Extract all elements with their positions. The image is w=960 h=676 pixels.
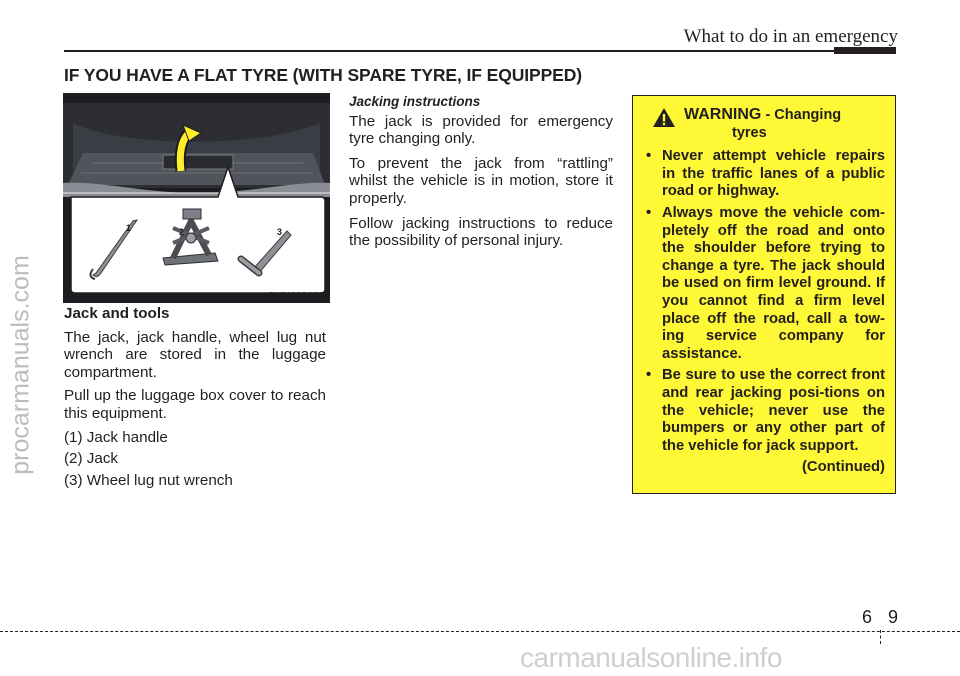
paragraph: To prevent the jack from “rattling” whilst the vehicle is in motion, store it properly. <box>349 154 613 207</box>
page-number-divider <box>880 630 881 644</box>
page-title: IF YOU HAVE A FLAT TYRE (WITH SPARE TYRE, IF EQUIPPED) <box>64 65 583 85</box>
warning-bullet: • Be sure to use the correct front and rear jacking posi-tions on the vehicle; never use the bumpers or any other part of the vehicle for jack support. <box>646 367 885 454</box>
warning-subtitle: - Changing <box>765 107 842 123</box>
paragraph: The jack, jack handle, wheel lug nut wrench are stored in the luggage compartment. <box>64 328 326 381</box>
paragraph: The jack is provided for emergency tyre changing only. <box>349 112 613 148</box>
warning-triangle-icon <box>652 107 676 128</box>
section-header: What to do in an emergency <box>683 26 898 47</box>
warning-box <box>632 95 896 494</box>
warning-bullet: • Always move the vehicle com-pletely off the road and onto the shoulder before trying to change a tyre. The jack should be used on firm level ground. If you cannot find a firm level place off the road, call a tow-ing service company for assistance. <box>646 204 885 362</box>
warning-header <box>652 106 885 142</box>
chapter-number: 6 <box>862 607 873 627</box>
list-item: (2) Jack <box>64 450 119 468</box>
callout-3: 3 <box>277 227 283 237</box>
bottom-watermark: carmanualsonline.info <box>520 642 782 673</box>
callout-1: 1 <box>126 223 132 233</box>
footer-rule <box>0 631 960 632</box>
middle-column <box>349 93 613 257</box>
jacking-instructions-heading: Jacking instructions <box>349 94 481 109</box>
paragraph: Pull up the luggage box cover to reach this equipment. <box>64 387 326 422</box>
page-number: 9 <box>888 607 899 627</box>
luggage-compartment-figure <box>63 93 330 303</box>
warning-word: WARNING <box>684 106 762 123</box>
list-item: (3) Wheel lug nut wrench <box>64 471 233 489</box>
header-bar <box>834 47 896 54</box>
list-item: (1) Jack handle <box>64 428 168 446</box>
figure-code: OYN069002 <box>267 290 325 302</box>
paragraph: Follow jacking instructions to reduce the possibility of personal injury. <box>349 214 613 250</box>
warning-bullet: • Never attempt vehicle repairs in the traffic lanes of a public road or highway. <box>646 148 885 200</box>
header-rule <box>64 50 834 52</box>
left-column <box>64 305 326 493</box>
callout-2: 2 <box>179 227 185 237</box>
warning-continued: (Continued) <box>801 459 885 476</box>
jack-and-tools-heading: Jack and tools <box>64 305 170 322</box>
warning-subtitle-line2: tyres <box>732 124 767 141</box>
